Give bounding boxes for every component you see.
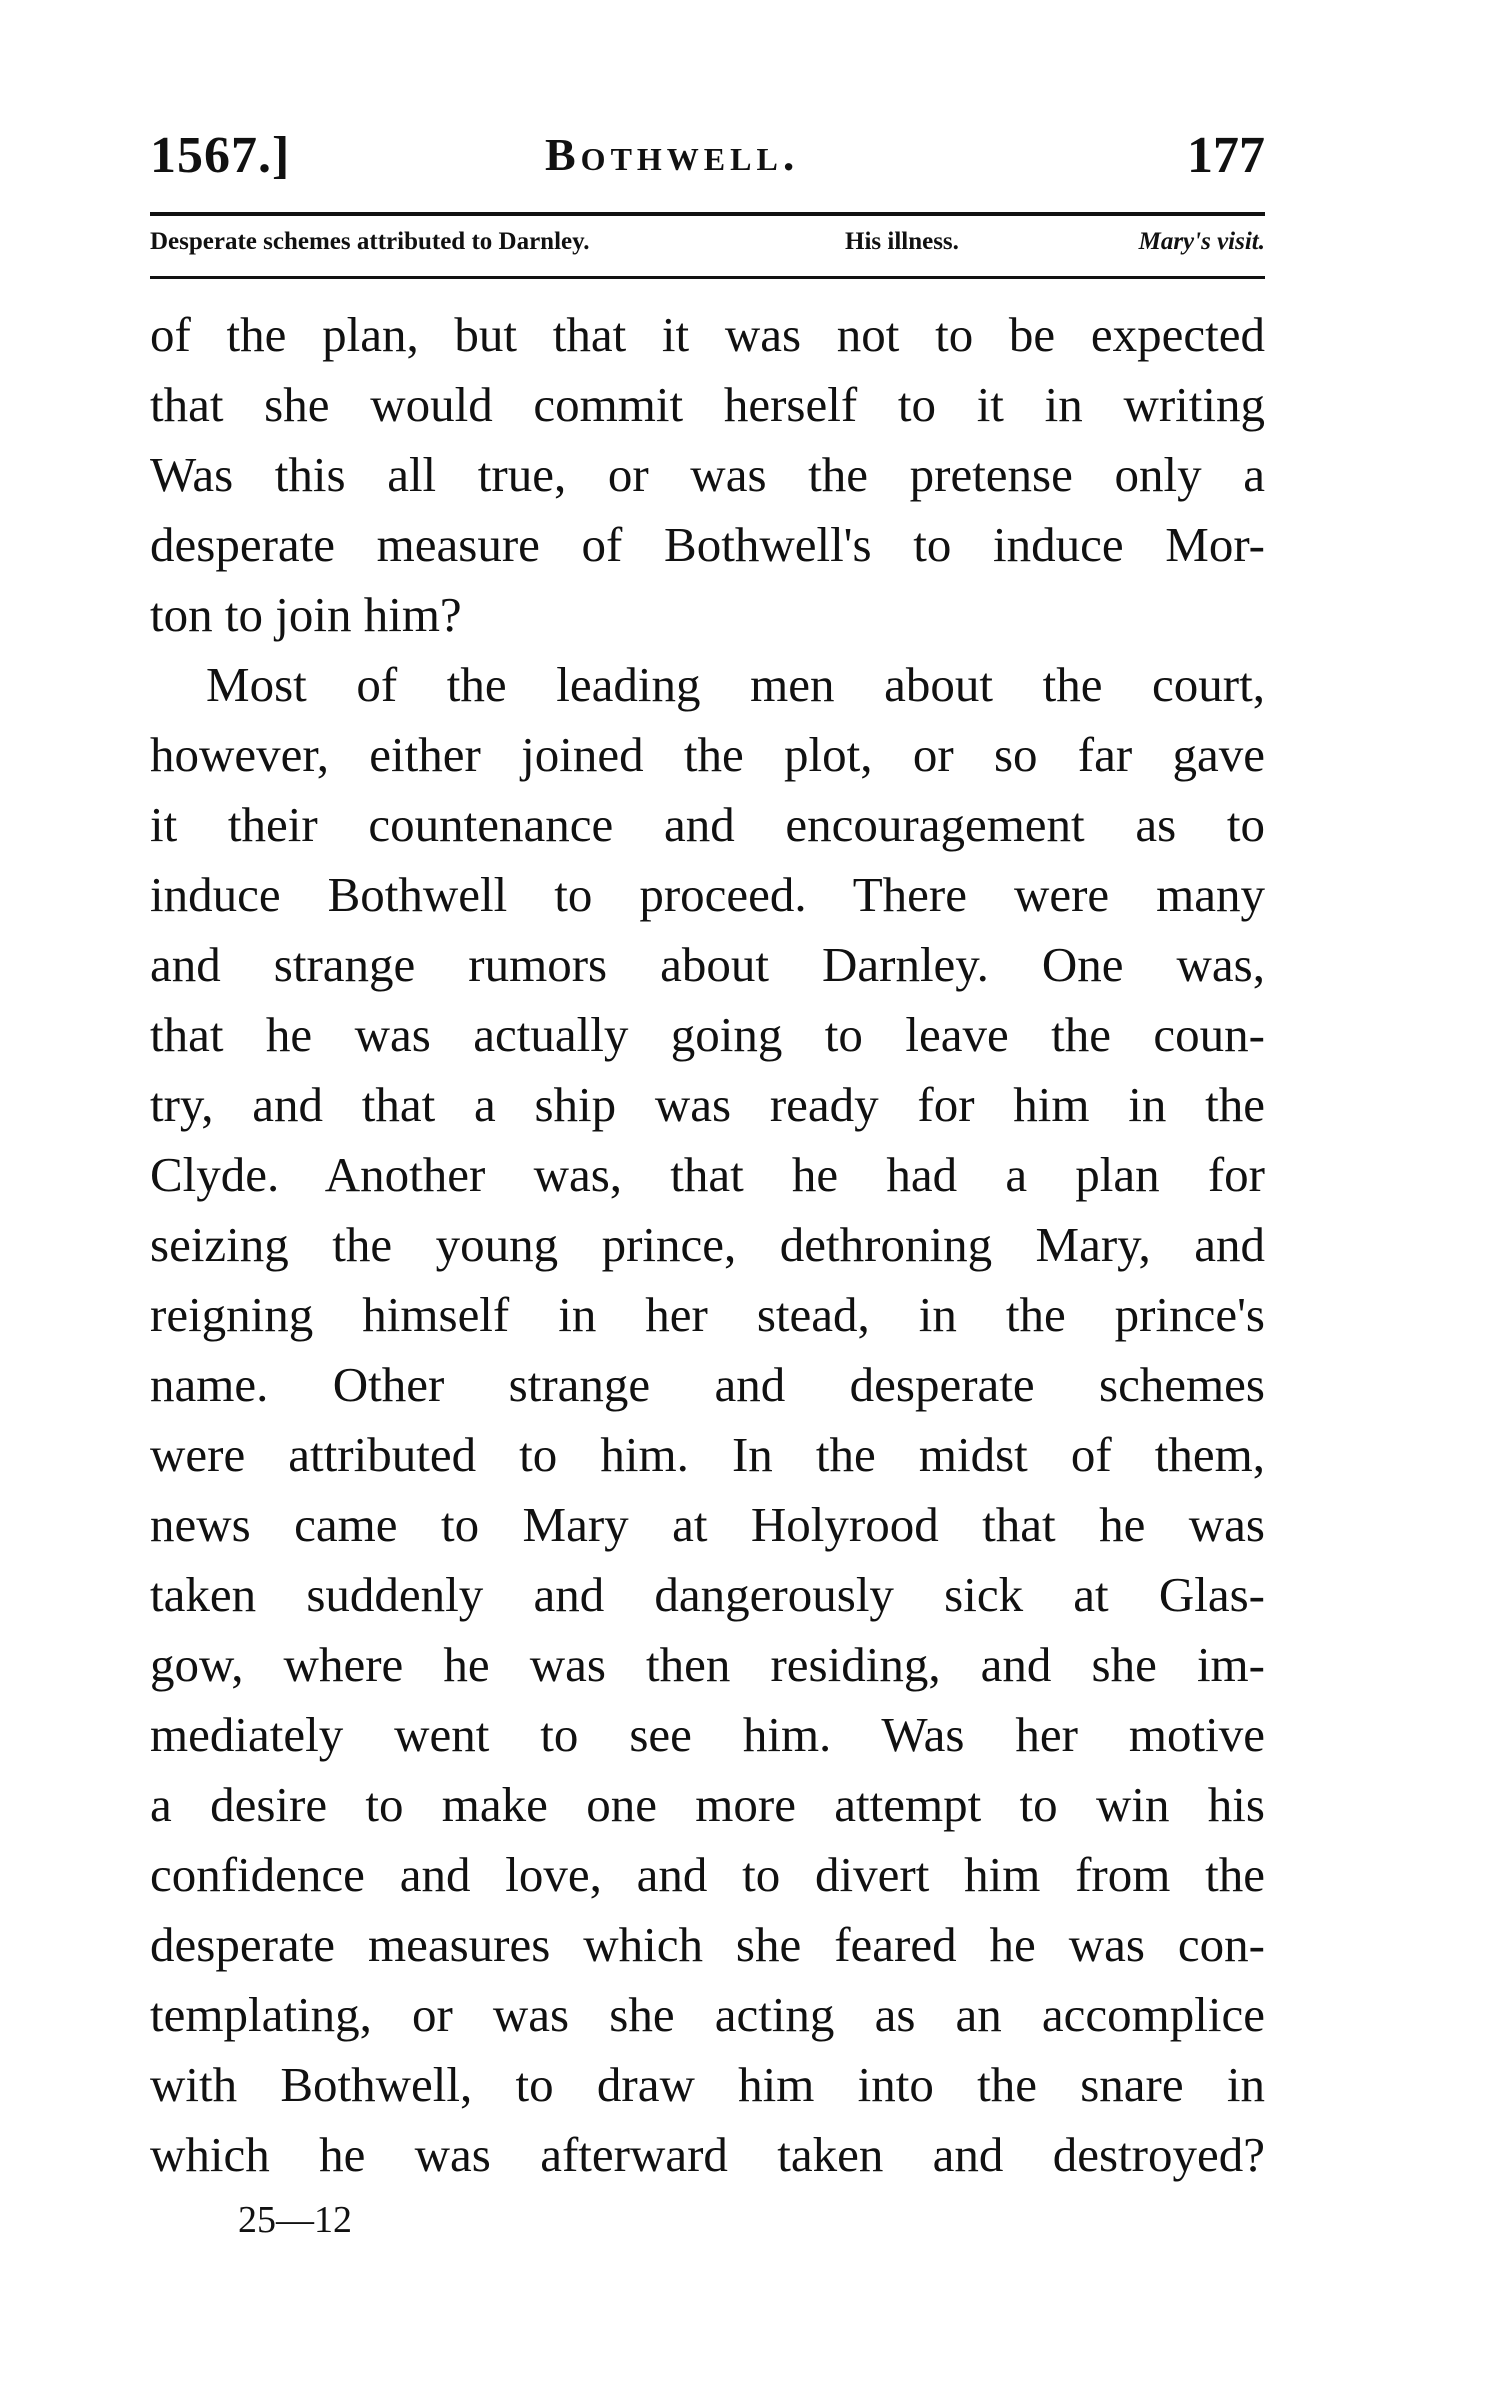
topic-headline <box>150 228 1265 268</box>
body-text <box>150 300 1265 2190</box>
text-line: seizing the young prince, dethroning Mary, and <box>150 1217 1265 1272</box>
header-title: Bothwell. <box>545 129 800 180</box>
text-line: taken suddenly and dangerously sick at Glas- <box>150 1567 1265 1622</box>
text-line: induce Bothwell to proceed. There were many <box>150 867 1265 922</box>
text-line: news came to Mary at Holyrood that he was <box>150 1497 1265 1552</box>
text-line: confidence and love, and to divert him from the <box>150 1847 1265 1902</box>
text-line: gow, where he was then residing, and she im- <box>150 1637 1265 1692</box>
text-line: templating, or was she acting as an accomplice <box>150 1987 1265 2042</box>
text-line: try, and that a ship was ready for him in the <box>150 1077 1265 1132</box>
text-line: Most of the leading men about the court, <box>206 657 1265 712</box>
text-line: that she would commit herself to it in writing <box>150 377 1265 432</box>
text-line: Was this all true, or was the pretense only a <box>150 447 1265 502</box>
signature-mark: 25—12 <box>238 2199 352 2241</box>
topic-his-illness: His illness. <box>845 228 959 255</box>
text-line: which he was afterward taken and destroyed? <box>150 2127 1265 2182</box>
text-line: with Bothwell, to draw him into the snare in <box>150 2057 1265 2112</box>
text-line: a desire to make one more attempt to win his <box>150 1777 1265 1832</box>
text-line: reigning himself in her stead, in the prince's <box>150 1287 1265 1342</box>
text-line: were attributed to him. In the midst of them, <box>150 1427 1265 1482</box>
text-line: and strange rumors about Darnley. One was, <box>150 937 1265 992</box>
topic-desperate-schemes: Desperate schemes attributed to Darnley. <box>150 228 590 255</box>
header-rule-bottom <box>150 276 1265 279</box>
header-rule-top <box>150 212 1265 216</box>
text-line: however, either joined the plot, or so far gave <box>150 727 1265 782</box>
text-line: desperate measures which she feared he was con- <box>150 1917 1265 1972</box>
text-line: that he was actually going to leave the coun- <box>150 1007 1265 1062</box>
text-line: it their countenance and encouragement as to <box>150 797 1265 852</box>
text-line: of the plan, but that it was not to be expected <box>150 307 1265 362</box>
running-header <box>150 118 1265 198</box>
page-number: 177 <box>1187 127 1265 184</box>
text-line: name. Other strange and desperate schemes <box>150 1357 1265 1412</box>
text-line: desperate measure of Bothwell's to induce Mor- <box>150 517 1265 572</box>
topic-marys-visit: Mary's visit. <box>1138 228 1265 255</box>
header-year: 1567.] <box>150 127 291 184</box>
text-line: ton to join him? <box>150 587 462 642</box>
text-line: Clyde. Another was, that he had a plan for <box>150 1147 1265 1202</box>
text-line: mediately went to see him. Was her motive <box>150 1707 1265 1762</box>
